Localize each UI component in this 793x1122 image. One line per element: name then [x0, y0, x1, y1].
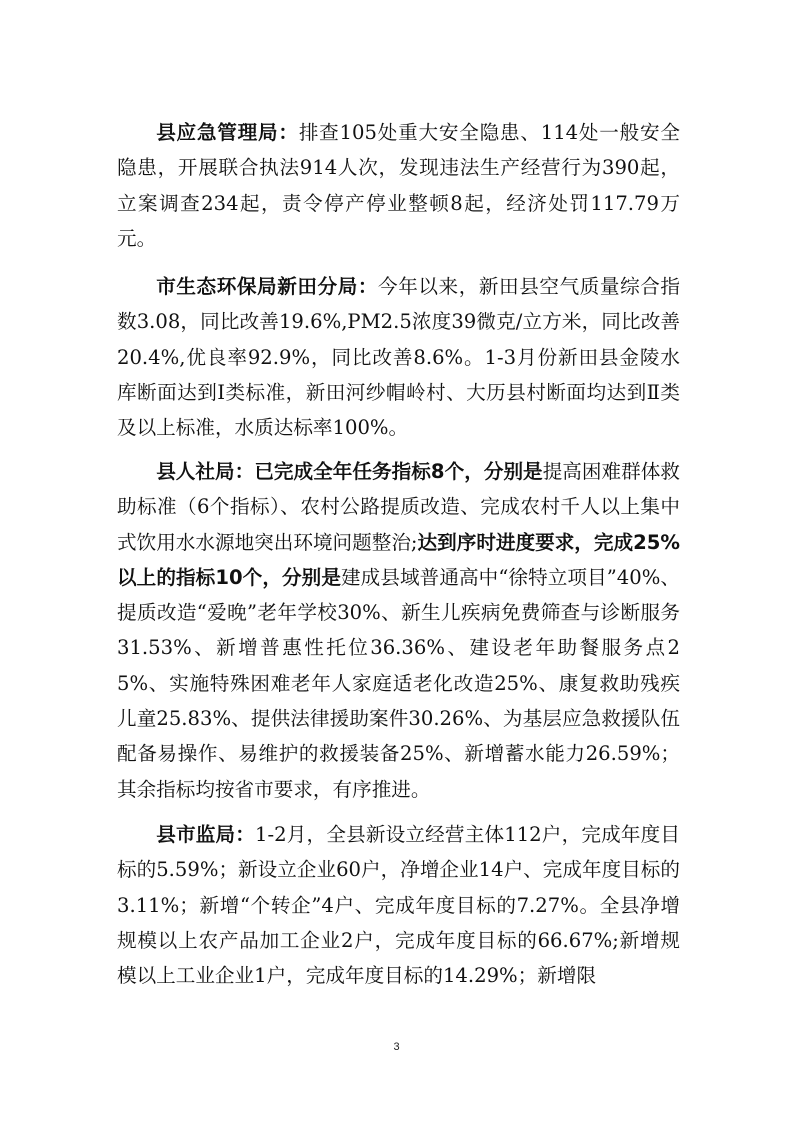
paragraph-bold-phrase: 已完成全年任务指标8个，分别是 — [254, 460, 543, 483]
paragraph-heading: 县人社局： — [156, 460, 255, 483]
paragraph-heading: 市生态环保局新田分局： — [156, 275, 379, 298]
paragraph-body: 今年以来，新田县空气质量综合指数3.08，同比改善19.6%,PM2.5浓度39微克/立方米，同比改善20.4%,优良率92.9%，同比改善8.6%。1-3月份新田县金陵水库断面达到Ⅰ类标准，新田河纱帽岭村、大历县村断面均达到Ⅱ类及以上标准，水质达标率100%。 — [117, 275, 681, 440]
page-number: 3 — [393, 1041, 400, 1053]
paragraph-bold-phrase: 达到序时进度要求，完成25%以上的指标10个，分别是 — [117, 530, 680, 589]
paragraph-body: 提高困难群体救助标准（6个指标）、农村公路提质改造、完成农村千人以上集中式饮用水水源地突出环境问题整治; — [117, 460, 681, 554]
paragraph-body: 建成县域普通高中“徐特立项目”40%、提质改造“爱晚”老年学校30%、新生儿疾病免费筛查与诊断服务31.53%、新增普惠性托位36.36%、建设老年助餐服务点25%、实施特殊困难老年人家庭适老化改造25%、康复救助残疾儿童25.83%、提供法律援助案件30.26%、为基层应急救援队伍配备易操作、易维护的救援装备25%、新增蓄水能力26.59%；其余指标均按省市要求，有序推进。 — [117, 565, 680, 801]
paragraph-body: 1-2月，全县新设立经营主体112户，完成年度目标的5.59%；新设立企业60户，净增企业14户、完成年度目标的3.11%；新增“个转企”4户、完成年度目标的7.27%。全县净增规模以上农产品加工企业2户，完成年度目标的66.67%;新增规模以上工业企业1户，完成年度目标的14.29%；新增限 — [117, 823, 681, 988]
paragraph-market-supervision — [117, 817, 680, 1003]
paragraph-body: 排查105处重大安全隐患、114处一般安全隐患，开展联合执法914人次，发现违法生产经营行为390起，立案调查234起，责令停产停业整顿8起，经济处罚117.79万元。 — [117, 121, 681, 250]
paragraph-human-resources — [117, 454, 680, 816]
paragraph-heading: 县市监局： — [156, 823, 256, 846]
paragraph-heading: 县应急管理局： — [156, 121, 299, 144]
paragraph-ecology-environment — [117, 269, 680, 455]
paragraph-emergency-management — [117, 115, 680, 267]
